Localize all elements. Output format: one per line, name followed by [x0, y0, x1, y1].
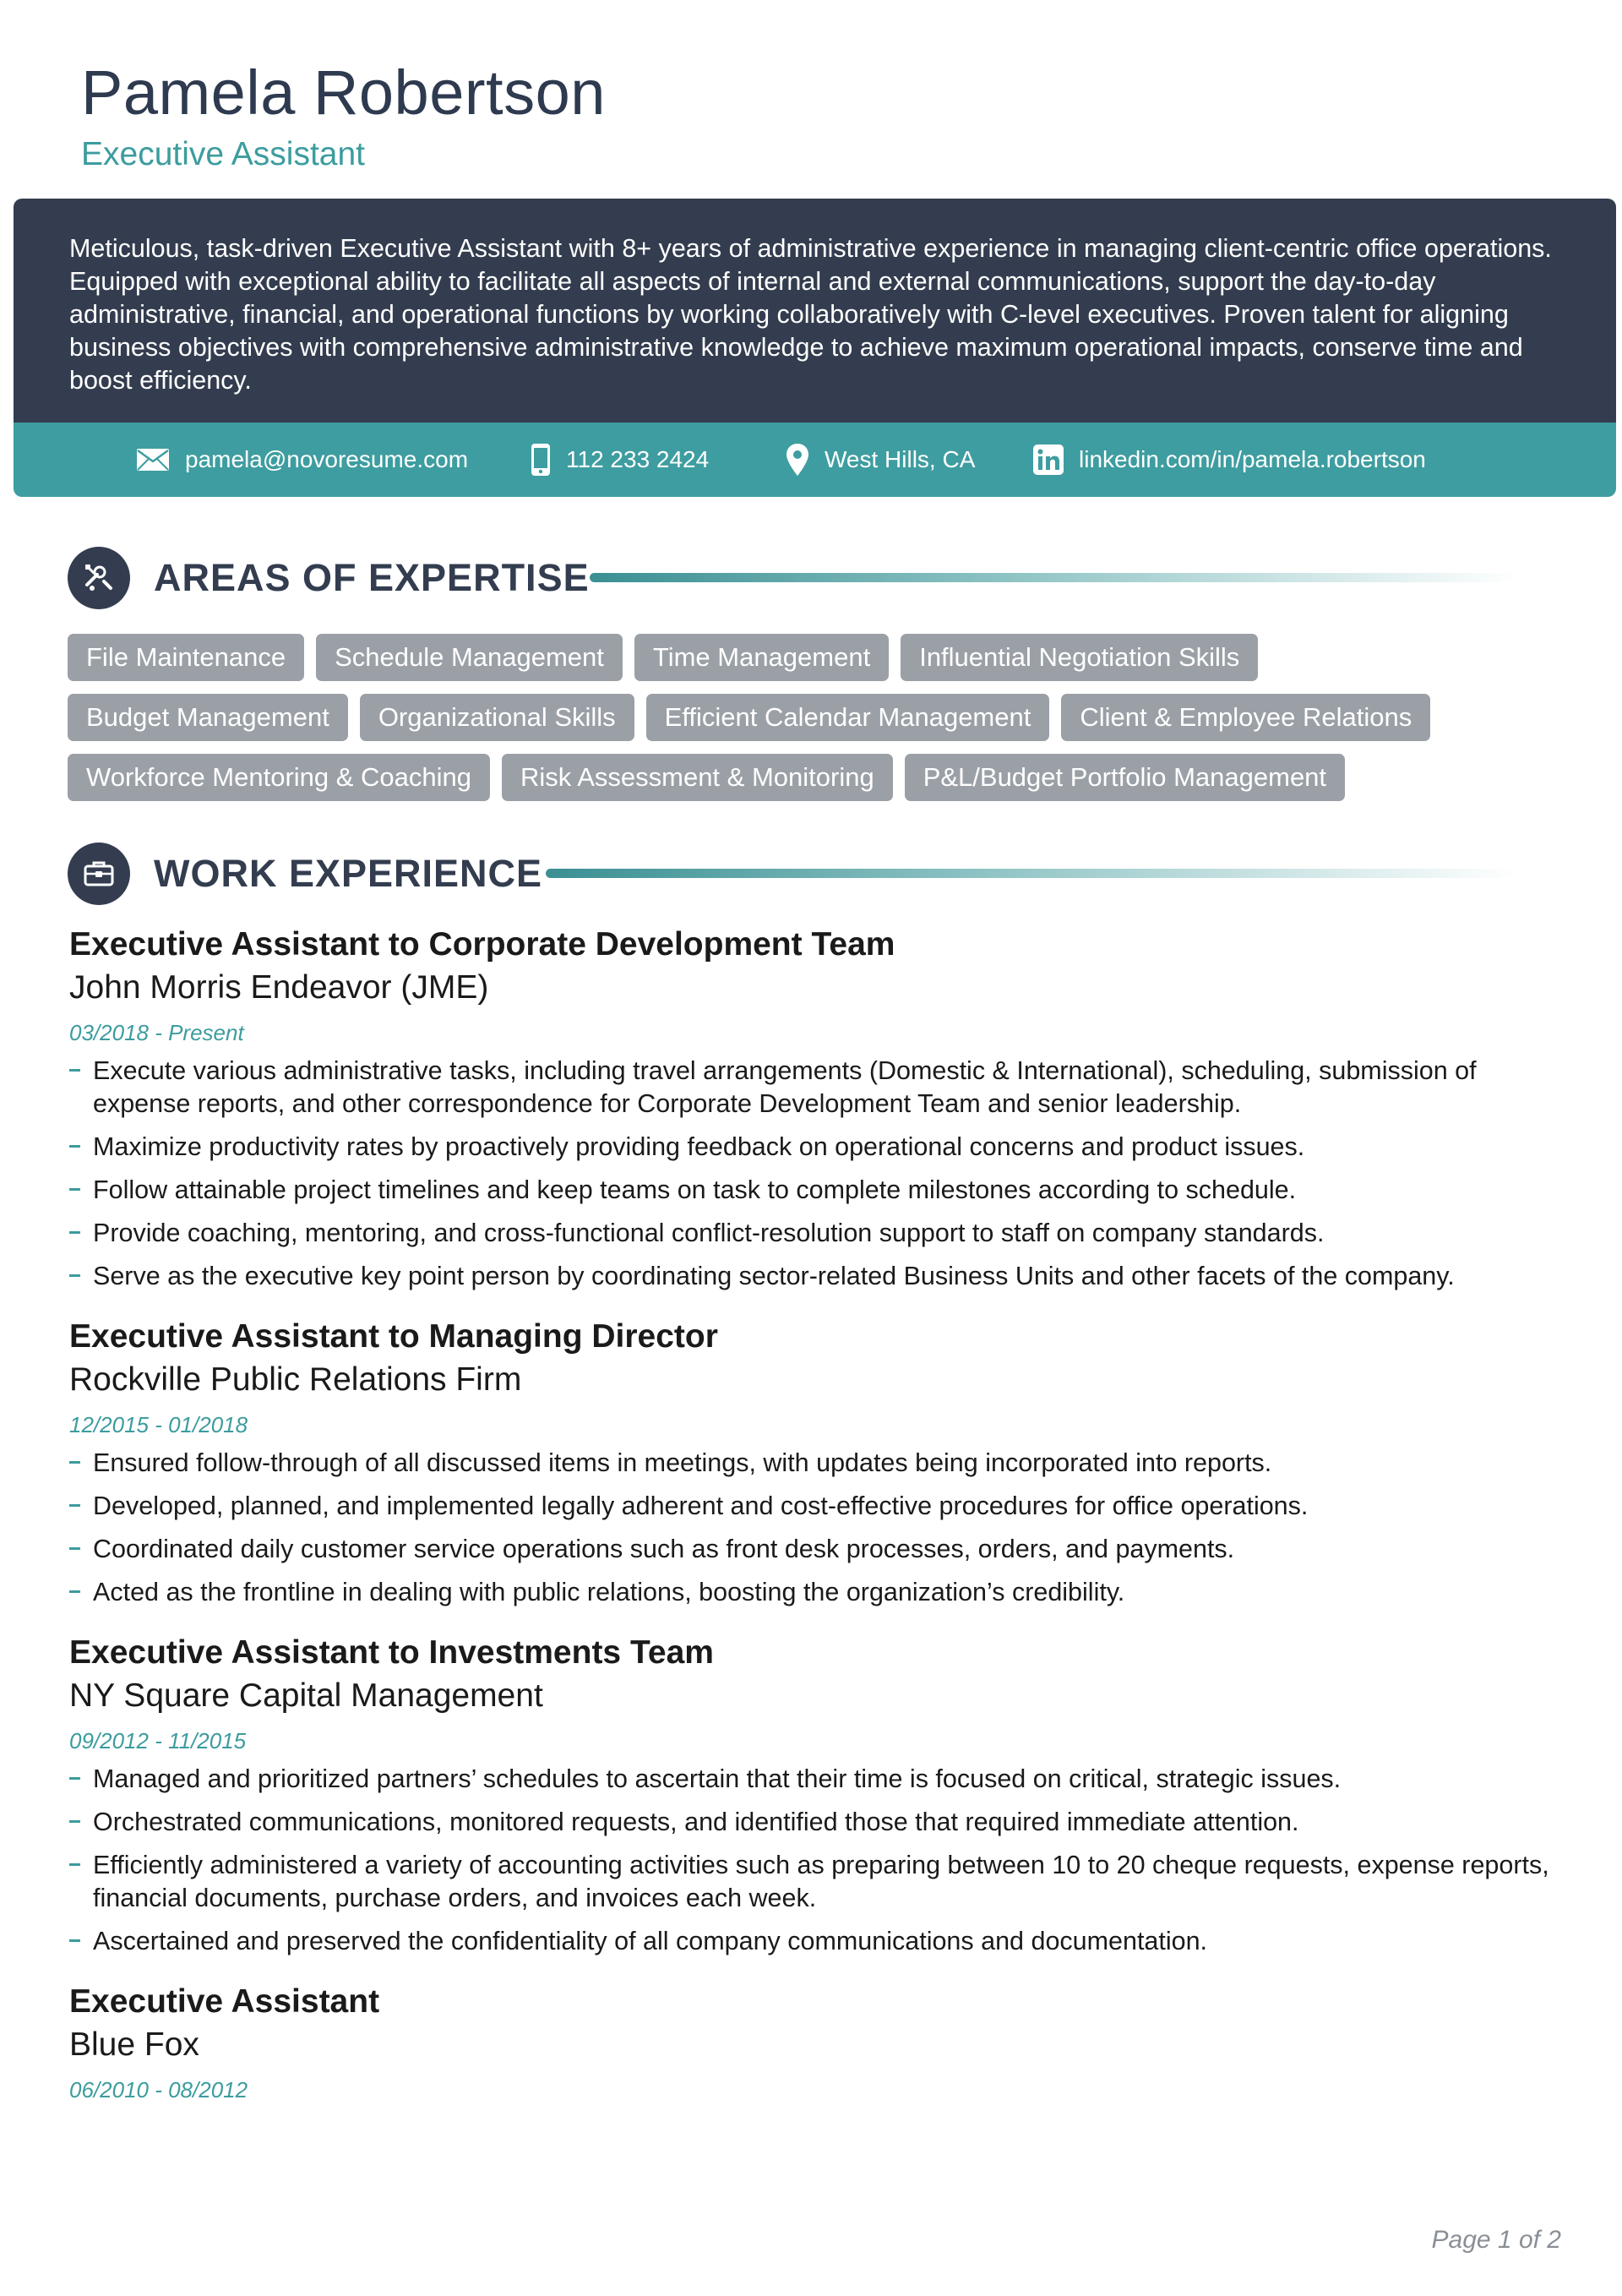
linkedin-text: linkedin.com/in/pamela.robertson — [1079, 446, 1426, 472]
job-bullet: Follow attainable project timelines and keep teams on task to complete milestones according to schedule. — [69, 1174, 1556, 1207]
job-company: Rockville Public Relations Firm — [69, 1361, 522, 1398]
candidate-title: Executive Assistant — [81, 136, 365, 172]
contact-bar — [14, 423, 1616, 497]
job-entry — [69, 923, 1556, 1293]
email-icon — [136, 448, 170, 472]
job-company: John Morris Endeavor (JME) — [69, 969, 489, 1006]
job-bullets — [69, 1763, 1556, 1958]
skill-tag: P&L/Budget Portfolio Management — [905, 754, 1345, 801]
skill-tag: Client & Employee Relations — [1061, 694, 1430, 741]
email-text: pamela@novoresume.com — [185, 446, 469, 472]
briefcase-icon — [68, 843, 130, 905]
skill-tag: Workforce Mentoring & Coaching — [68, 754, 490, 801]
skill-tag: Schedule Management — [316, 634, 623, 681]
location-pin-icon — [786, 443, 809, 477]
job-role: Executive Assistant to Corporate Development Team — [69, 926, 895, 963]
experience-section-header — [68, 842, 542, 906]
job-entry — [69, 1631, 1556, 1958]
summary-panel — [14, 199, 1616, 423]
job-bullet: Maximize productivity rates by proactively providing feedback on operational concerns and product issues. — [69, 1131, 1556, 1164]
skill-tag: File Maintenance — [68, 634, 304, 681]
job-bullet: Ensured follow-through of all discussed items in meetings, with updates being incorporated into reports. — [69, 1447, 1556, 1480]
job-bullet: Acted as the frontline in dealing with public relations, boosting the organization’s credibility. — [69, 1576, 1556, 1609]
phone-text: 112 233 2424 — [566, 446, 710, 472]
experience-divider — [546, 869, 1517, 878]
job-company: NY Square Capital Management — [69, 1677, 543, 1714]
skill-tag: Efficient Calendar Management — [646, 694, 1050, 741]
job-role: Executive Assistant to Investments Team — [69, 1634, 714, 1671]
linkedin-icon — [1033, 444, 1064, 475]
job-bullet: Efficiently administered a variety of accounting activities such as preparing between 10 to 20 cheque requests, expense reports, financial documents, purchase orders, and invoices each week. — [69, 1849, 1556, 1915]
job-bullet: Orchestrated communications, monitored requests, and identified those that required immediate attention. — [69, 1806, 1556, 1839]
contact-location — [786, 423, 975, 497]
tools-icon — [68, 547, 130, 609]
experience-heading: WORK EXPERIENCE — [154, 852, 543, 895]
skill-tag: Influential Negotiation Skills — [901, 634, 1258, 681]
skill-tag: Budget Management — [68, 694, 348, 741]
tag-row — [68, 634, 1554, 681]
job-dates: 06/2010 - 08/2012 — [69, 2077, 248, 2102]
candidate-name: Pamela Robertson — [81, 57, 606, 128]
job-role: Executive Assistant — [69, 1983, 380, 2020]
skill-tag: Organizational Skills — [360, 694, 634, 741]
page-number: Page 1 of 2 — [1431, 2226, 1561, 2254]
expertise-divider — [590, 573, 1519, 582]
contact-linkedin[interactable] — [1033, 423, 1426, 497]
skill-tag: Risk Assessment & Monitoring — [502, 754, 893, 801]
skill-tag: Time Management — [634, 634, 889, 681]
job-bullet: Ascertained and preserved the confidentiality of all company communications and documentation. — [69, 1925, 1556, 1958]
job-entry — [69, 1315, 1556, 1609]
contact-email[interactable] — [136, 423, 468, 497]
job-bullet: Provide coaching, mentoring, and cross-functional conflict-resolution support to staff on company standards. — [69, 1217, 1556, 1250]
job-bullet: Execute various administrative tasks, including travel arrangements (Domestic & International), scheduling, submission of expense reports, and other correspondence for Corporate Development Team and senior leadership. — [69, 1055, 1556, 1121]
expertise-heading: AREAS OF EXPERTISE — [154, 556, 590, 599]
tag-row — [68, 754, 1554, 801]
job-bullet: Serve as the executive key point person by coordinating sector-related Business Units and other facets of the company. — [69, 1260, 1556, 1293]
phone-icon — [531, 443, 551, 477]
location-text: West Hills, CA — [825, 446, 976, 472]
job-dates: 09/2012 - 11/2015 — [69, 1728, 247, 1753]
job-dates: 12/2015 - 01/2018 — [69, 1412, 248, 1437]
job-bullets — [69, 1447, 1556, 1609]
job-bullet: Managed and prioritized partners’ schedules to ascertain that their time is focused on critical, strategic issues. — [69, 1763, 1556, 1796]
job-dates: 03/2018 - Present — [69, 1020, 244, 1045]
tag-row — [68, 694, 1554, 741]
resume-header — [81, 56, 606, 176]
job-entry — [69, 1980, 1556, 2105]
summary-text: Meticulous, task-driven Executive Assistant with 8+ years of administrative experience in managing client-centric office operations. Equipped with exceptional ability to facilitate all aspects of internal and external communications, support the day-to-day administrative, financial, and operational functions by working collaboratively with C-level executives. Proven talent for aligning business objectives with comprehensive administrative knowledge to achieve maximum operational impacts, conserve time and boost efficiency. — [69, 234, 1552, 395]
job-company: Blue Fox — [69, 2026, 199, 2063]
expertise-section-header — [68, 546, 590, 610]
expertise-tags — [68, 634, 1554, 814]
job-bullet: Developed, planned, and implemented legally adherent and cost-effective procedures for office operations. — [69, 1490, 1556, 1523]
experience-list — [69, 923, 1556, 2127]
contact-phone[interactable] — [531, 423, 709, 497]
job-role: Executive Assistant to Managing Director — [69, 1318, 718, 1355]
job-bullets — [69, 1055, 1556, 1293]
job-bullet: Coordinated daily customer service operations such as front desk processes, orders, and payments. — [69, 1533, 1556, 1566]
